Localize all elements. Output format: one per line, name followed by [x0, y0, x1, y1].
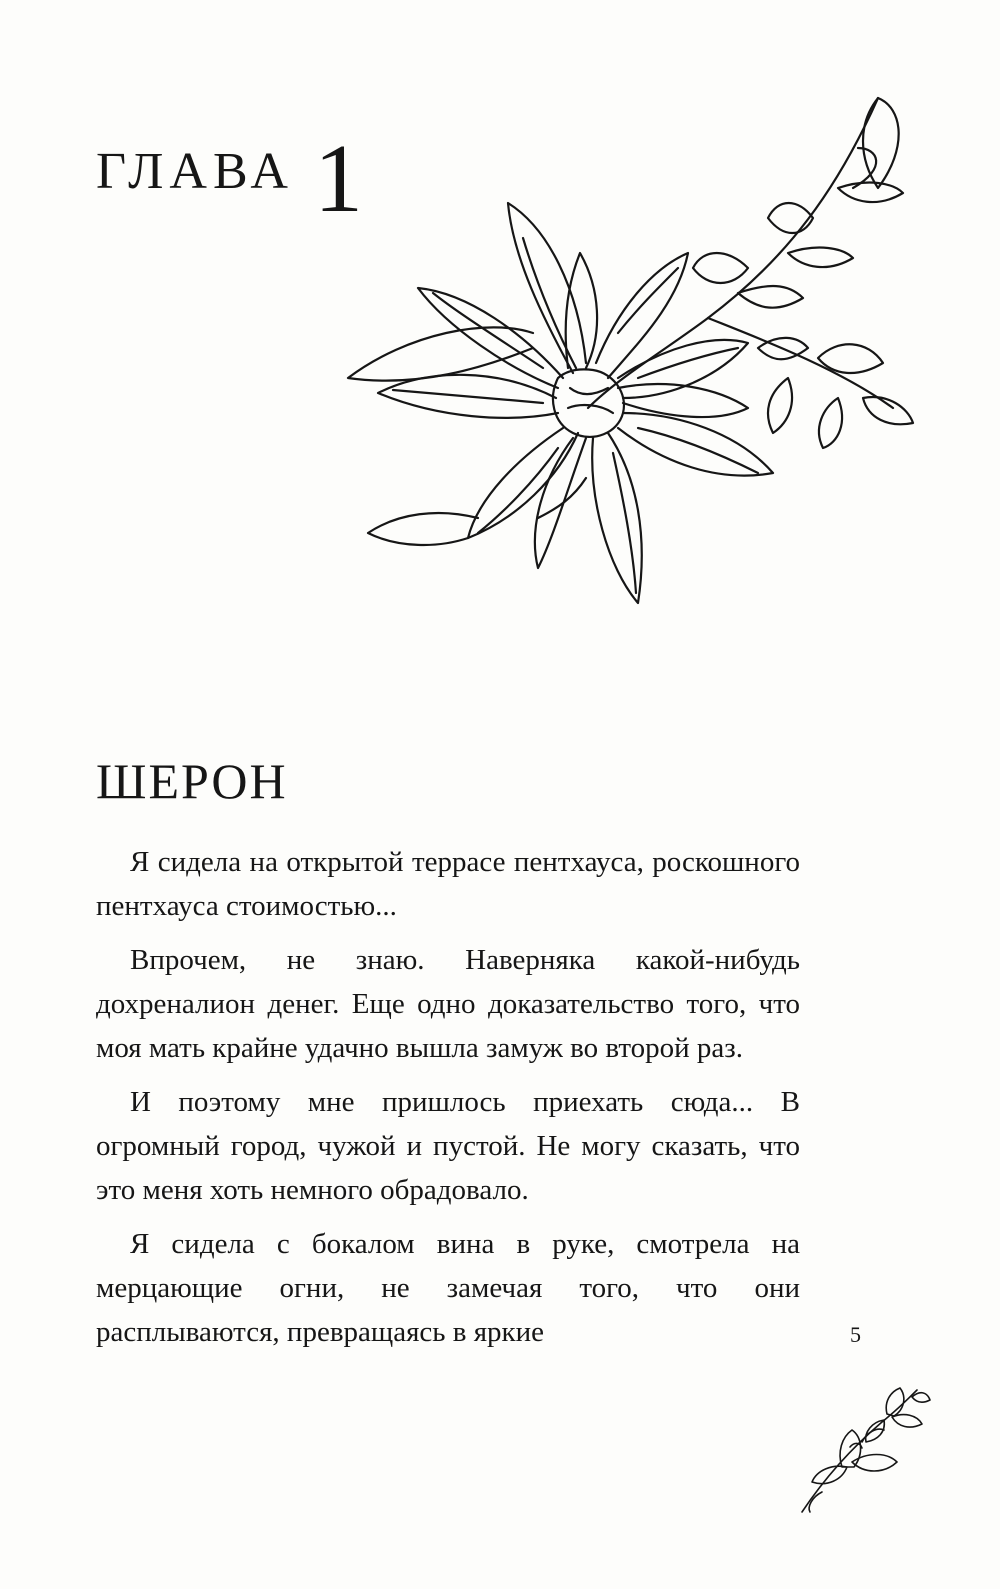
flower-branch-illustration	[318, 78, 918, 638]
section-title: ШЕРОН	[96, 753, 288, 809]
small-flower-sprig-illustration	[792, 1372, 932, 1522]
paragraph: И поэтому мне пришлось приехать сюда... В огромный город, чужой и пустой. Не могу сказать, что это меня хоть немного обрадовало.	[96, 1086, 800, 1206]
chapter-word: ГЛАВА	[96, 143, 294, 200]
paragraph: Впрочем, не знаю. Наверняка какой-нибудь дохреналион денег. Еще одно доказательство того, что моя мать крайне удачно вышла замуж во второй раз.	[96, 944, 800, 1064]
paragraph: Я сидела на открытой террасе пентхауса, роскошного пентхауса стоимостью...	[96, 846, 800, 922]
paragraph: Я сидела с бокалом вина в руке, смотрела на мерцающие огни, не замечая того, что они расплываются, превращаясь в яркие	[96, 1228, 800, 1348]
page-number: 5	[850, 1322, 861, 1347]
chapter-number: 1	[314, 125, 363, 233]
body-text	[96, 840, 800, 1364]
